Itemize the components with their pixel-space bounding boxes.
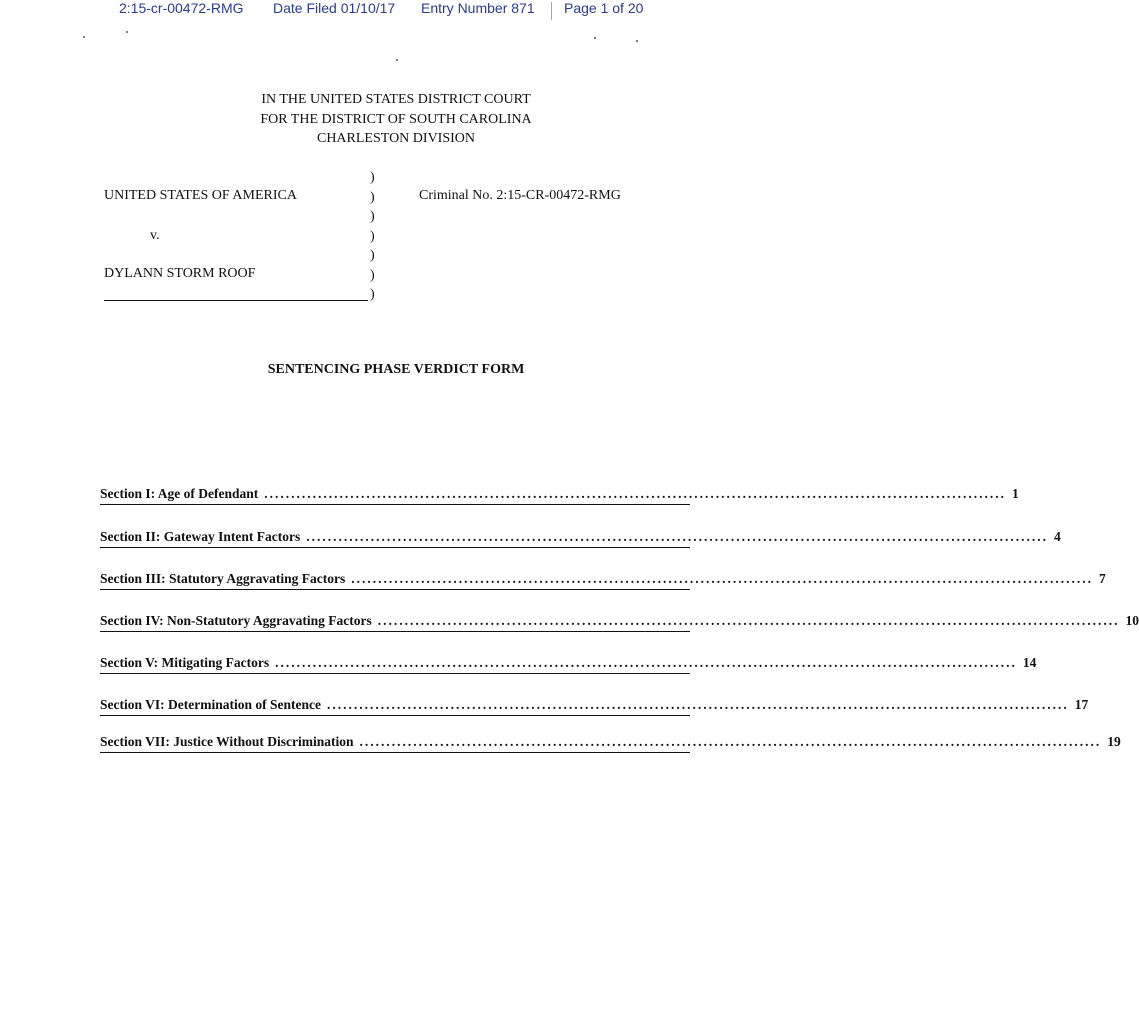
toc-entry-title: Section V: Mitigating Factors xyxy=(100,655,270,670)
toc-entry-section-5[interactable] xyxy=(100,655,1037,674)
toc-entry-title: Section VI: Determination of Sentence xyxy=(100,697,321,712)
form-title: SENTENCING PHASE VERDICT FORM xyxy=(267,362,525,377)
toc-entry-section-7[interactable] xyxy=(100,734,1121,753)
scan-speck xyxy=(83,36,85,38)
stamp-date-filed: Date Filed 01/10/17 xyxy=(273,0,396,16)
toc-leader-dots: .......................................................................................................................................... xyxy=(264,486,1006,501)
caption-paren: ) xyxy=(370,228,375,244)
toc-entry-section-6[interactable] xyxy=(100,697,1089,716)
caption-paren: ) xyxy=(370,189,375,205)
toc-entry-title: Section IV: Non-Statutory Aggravating Factors xyxy=(100,613,372,628)
toc-entry-page: 1 xyxy=(1012,486,1019,501)
toc-leader-dots: .......................................................................................................................................... xyxy=(326,697,1069,712)
stamp-entry-number: Entry Number 871 xyxy=(421,0,535,16)
criminal-number: Criminal No. 2:15-CR-00472-RMG xyxy=(419,188,621,203)
caption-paren: ) xyxy=(370,267,375,283)
toc-entry-title: Section III: Statutory Aggravating Factors xyxy=(100,571,346,586)
court-heading xyxy=(200,90,592,149)
toc-entry-page: 7 xyxy=(1098,571,1106,586)
scan-speck xyxy=(396,59,398,61)
toc-entry-section-1[interactable] xyxy=(100,486,1019,505)
versus-label: v. xyxy=(150,228,160,243)
caption-underline xyxy=(104,300,368,301)
toc-entry-section-2[interactable] xyxy=(100,529,1061,548)
filing-stamp xyxy=(0,0,768,18)
caption-paren: ) xyxy=(370,170,375,185)
toc-entry-section-4[interactable] xyxy=(100,613,1139,632)
stamp-separator xyxy=(551,2,552,20)
toc-entry-page: 14 xyxy=(1022,655,1037,670)
court-name: IN THE UNITED STATES DISTRICT COURT xyxy=(261,92,531,107)
court-division: CHARLESTON DIVISION xyxy=(316,131,476,146)
plaintiff-name: UNITED STATES OF AMERICA xyxy=(104,188,297,203)
toc-entry-page: 19 xyxy=(1107,734,1121,749)
toc-entry-section-3[interactable] xyxy=(100,571,1106,590)
toc-leader-dots: .......................................................................................................................................... xyxy=(351,571,1093,586)
toc-entry-title: Section I: Age of Defendant xyxy=(100,486,259,501)
caption-paren: ) xyxy=(370,209,375,224)
defendant-name: DYLANN STORM ROOF xyxy=(104,266,256,281)
court-district: FOR THE DISTRICT OF SOUTH CAROLINA xyxy=(260,111,532,127)
toc-entry-title: Section II: Gateway Intent Factors xyxy=(100,529,301,544)
toc-leader-dots: .......................................................................................................................................... xyxy=(377,613,1120,628)
scan-speck xyxy=(594,37,596,39)
toc-leader-dots: .......................................................................................................................................... xyxy=(275,655,1017,670)
stamp-page-number: Page 1 of 20 xyxy=(564,0,644,16)
toc-entry-title: Section VII: Justice Without Discrimination xyxy=(100,734,354,749)
toc-leader-dots: .......................................................................................................................................... xyxy=(359,734,1102,749)
caption-parentheses xyxy=(370,168,375,305)
caption-paren: ) xyxy=(370,248,375,263)
toc-leader-dots: .......................................................................................................................................... xyxy=(306,529,1048,544)
scan-speck xyxy=(636,40,638,42)
toc-entry-page: 17 xyxy=(1074,697,1089,712)
caption-paren: ) xyxy=(370,287,375,302)
toc-entry-page: 10 xyxy=(1125,613,1139,628)
scan-speck xyxy=(126,31,128,33)
toc-entry-page: 4 xyxy=(1053,529,1061,544)
stamp-case-number: 2:15-cr-00472-RMG xyxy=(119,0,244,16)
